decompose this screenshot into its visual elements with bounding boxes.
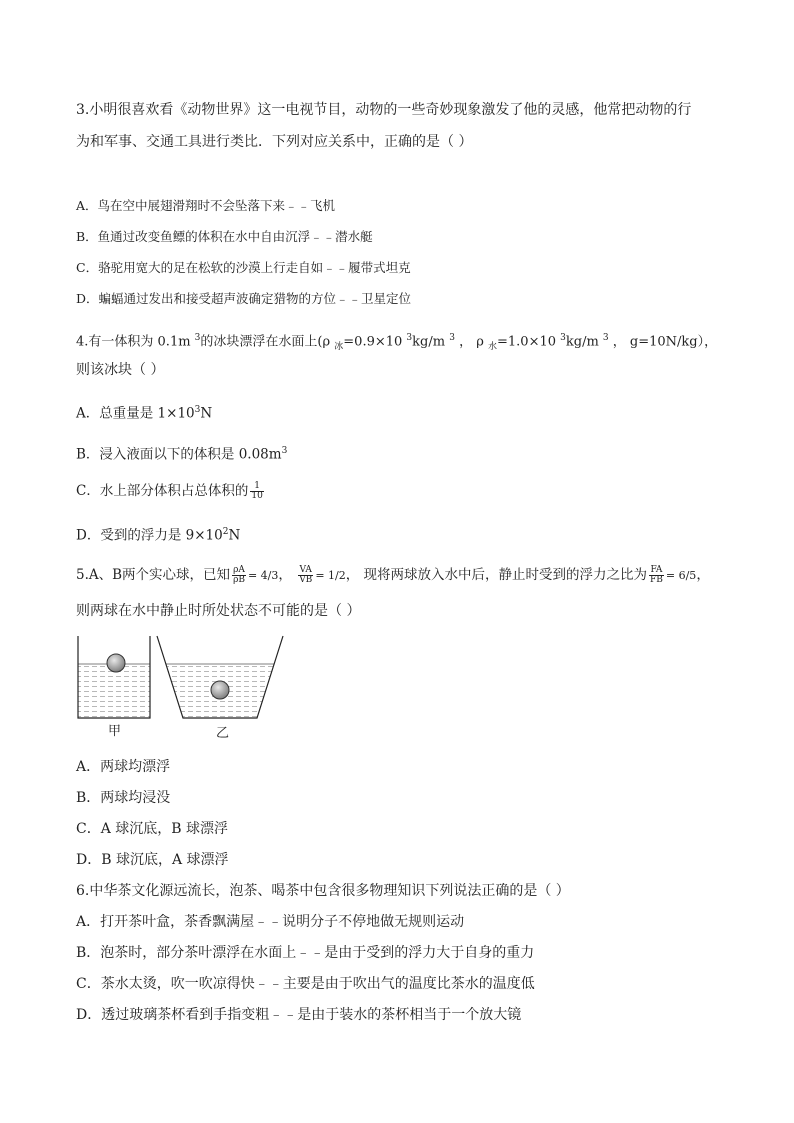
ball-in-jia	[107, 654, 125, 672]
q6-stem: 6.中华茶文化源远流长，泡茶、喝茶中包含很多物理知识下列说法正确的是（ ）	[76, 883, 570, 899]
q3-option-b: B．鱼通过改变鱼鳔的体积在水中自由沉浮﹣﹣潜水艇	[76, 229, 373, 244]
q5-volume-ratio: $\frac{VA}{VB}$	[299, 565, 313, 585]
ball-in-yi	[211, 681, 229, 699]
q4-stem-line1: 4.有一体积为 0.1m $^3$的冰块漂浮在水面上(ρ $_冰$=0.9×10 $^3$kg/m $^3$ ， ρ $_水$=1.0×10 $^3$kg/m $^3$ ， g=10N/kg），	[76, 333, 718, 352]
q4-option-c: C．水上部分体积占总体积的 $\frac{1}{10}$	[76, 481, 263, 501]
q6-option-b: B．泡茶时，部分茶叶漂浮在水面上﹣﹣是由于受到的浮力大于自身的重力	[76, 945, 535, 961]
q4-option-b: B．浸入液面以下的体积是 $0.08m^3$	[76, 446, 288, 463]
q5-figure	[76, 634, 286, 744]
q6-option-c: C．茶水太烫，吹一吹凉得快﹣﹣主要是由于吹出气的温度比茶水的温度低	[76, 976, 535, 992]
label-yi: 乙	[216, 726, 230, 741]
q5-stem-line1: 5.A、B两个实心球，已知 $\frac{\rho A}{\rho B}$ = 4/3， $\frac{VA}{VB}$ = 1/2， 现将两球放入水中后，静止时受到的浮力之比为 $\frac{FA}{FB}$ = 6/5，	[76, 565, 710, 585]
q5-buoyancy-ratio: $\frac{FA}{FB}$	[650, 565, 663, 585]
q3-stem-line1: 3.小明很喜欢看《动物世界》这一电视节目，动物的一些奇妙现象激发了他的灵感，他常把动物的行	[76, 102, 692, 118]
label-jia: 甲	[108, 724, 122, 739]
container-jia	[78, 636, 150, 718]
q3-stem-line2: 为和军事、交通工具进行类比．下列对应关系中，正确的是（ ）	[76, 134, 473, 150]
q5-density-ratio: $\frac{\rho A}{\rho B}$	[233, 565, 245, 585]
q5-option-c: C．A 球沉底，B 球漂浮	[76, 821, 229, 837]
q3-option-a: A．鸟在空中展翅滑翔时不会坠落下来﹣﹣飞机	[76, 198, 336, 213]
q4-fraction: $\frac{1}{10}$	[251, 481, 263, 501]
q5-option-a: A．两球均漂浮	[76, 759, 171, 775]
q3-option-c: C．骆驼用宽大的足在松软的沙漠上行走自如﹣﹣履带式坦克	[76, 260, 411, 275]
q3-option-d: D．蝙蝠通过发出和接受超声波确定猎物的方位﹣﹣卫星定位	[76, 291, 412, 306]
q5-option-d: D．B 球沉底，A 球漂浮	[76, 852, 229, 868]
q4-option-d: D．受到的浮力是 $9\times 10^2N$	[76, 527, 241, 544]
q6-option-d: D．透过玻璃茶杯看到手指变粗﹣﹣是由于装水的茶杯相当于一个放大镜	[76, 1007, 522, 1023]
q5-stem-line2: 则两球在水中静止时所处状态不可能的是（ ）	[76, 603, 361, 619]
container-yi	[157, 636, 283, 718]
q6-option-a: A．打开茶叶盒，茶香飘满屋﹣﹣说明分子不停地做无规则运动	[76, 914, 465, 930]
q5-option-b: B．两球均浸没	[76, 790, 171, 806]
q4-option-a: A．总重量是 $1\times 10^3N$	[76, 405, 213, 422]
q4-stem-line2: 则该冰块（ ）	[76, 362, 165, 378]
